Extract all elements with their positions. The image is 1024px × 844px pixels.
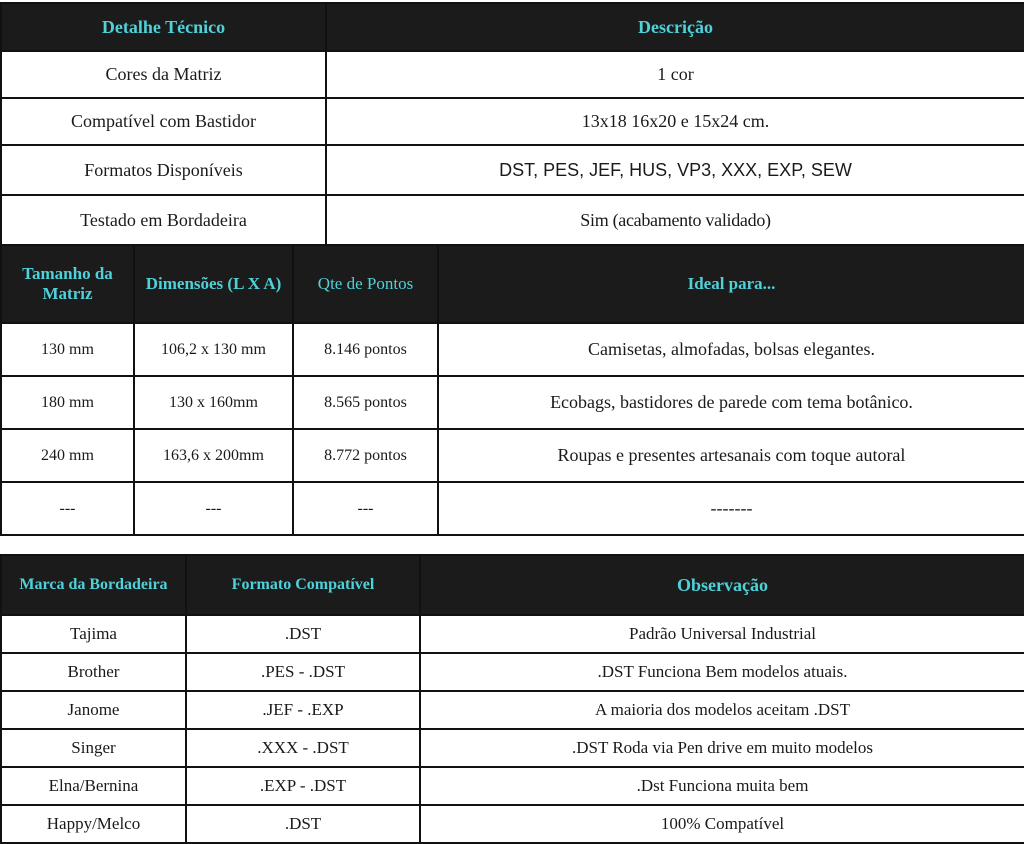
table-cell: Cores da Matriz	[1, 51, 326, 98]
table-row	[1, 145, 1024, 195]
header-cell: Detalhe Técnico	[1, 3, 326, 51]
table-cell: Camisetas, almofadas, bolsas elegantes.	[438, 323, 1024, 376]
table-row	[1, 615, 1024, 653]
header-cell: Descrição	[326, 3, 1024, 51]
table-cell: 13x18 16x20 e 15x24 cm.	[326, 98, 1024, 145]
table-cell: Happy/Melco	[1, 805, 186, 843]
table-cell: .DST	[186, 615, 420, 653]
header-cell: Tamanho da Matriz	[1, 245, 134, 323]
table-cell: 240 mm	[1, 429, 134, 482]
table-cell: Elna/Bernina	[1, 767, 186, 805]
table-cell: Roupas e presentes artesanais com toque autoral	[438, 429, 1024, 482]
table-cell: .EXP - .DST	[186, 767, 420, 805]
table-cell: Tajima	[1, 615, 186, 653]
table-cell: A maioria dos modelos aceitam .DST	[420, 691, 1024, 729]
header-cell: Ideal para...	[438, 245, 1024, 323]
table-row	[1, 767, 1024, 805]
table-cell: 100% Compatível	[420, 805, 1024, 843]
table-cell: .DST	[186, 805, 420, 843]
table-cell: Formatos Disponíveis	[1, 145, 326, 195]
table-header-row	[1, 3, 1024, 51]
tech-details-table	[0, 2, 1024, 246]
table-cell: ---	[1, 482, 134, 535]
table-row	[1, 429, 1024, 482]
table-cell: 130 x 160mm	[134, 376, 293, 429]
table-row	[1, 805, 1024, 843]
table-row	[1, 98, 1024, 145]
header-cell: Formato Compatível	[186, 555, 420, 615]
table-cell: .PES - .DST	[186, 653, 420, 691]
table-cell: 130 mm	[1, 323, 134, 376]
table-cell: .DST Funciona Bem modelos atuais.	[420, 653, 1024, 691]
table-cell: Ecobags, bastidores de parede com tema botânico.	[438, 376, 1024, 429]
table-cell: Janome	[1, 691, 186, 729]
table-row	[1, 376, 1024, 429]
table-cell: 1 cor	[326, 51, 1024, 98]
header-cell: Marca da Bordadeira	[1, 555, 186, 615]
table-cell: -------	[438, 482, 1024, 535]
table-cell: Testado em Bordadeira	[1, 195, 326, 245]
table-cell: 8.772 pontos	[293, 429, 438, 482]
table-cell: .Dst Funciona muita bem	[420, 767, 1024, 805]
table-cell: Sim (acabamento validado)	[326, 195, 1024, 245]
table-row	[1, 691, 1024, 729]
table-row	[1, 653, 1024, 691]
table-header-row	[1, 555, 1024, 615]
table-cell: .XXX - .DST	[186, 729, 420, 767]
table-cell: Padrão Universal Industrial	[420, 615, 1024, 653]
table-row	[1, 482, 1024, 535]
table-cell: ---	[134, 482, 293, 535]
table-cell: .JEF - .EXP	[186, 691, 420, 729]
matrix-size-table	[0, 244, 1024, 536]
header-cell: Dimensões (L X A)	[134, 245, 293, 323]
table-cell: Singer	[1, 729, 186, 767]
table-cell: ---	[293, 482, 438, 535]
table-row	[1, 729, 1024, 767]
table-cell: Compatível com Bastidor	[1, 98, 326, 145]
table-row	[1, 195, 1024, 245]
table-cell: .DST Roda via Pen drive em muito modelos	[420, 729, 1024, 767]
table-cell: DST, PES, JEF, HUS, VP3, XXX, EXP, SEW	[326, 145, 1024, 195]
table-cell: 106,2 x 130 mm	[134, 323, 293, 376]
header-cell: Observação	[420, 555, 1024, 615]
table-cell: 8.565 pontos	[293, 376, 438, 429]
table-header-row	[1, 245, 1024, 323]
table-row	[1, 323, 1024, 376]
header-cell: Qte de Pontos	[293, 245, 438, 323]
brand-compatibility-table	[0, 554, 1024, 844]
table-cell: 163,6 x 200mm	[134, 429, 293, 482]
table-cell: 8.146 pontos	[293, 323, 438, 376]
table-cell: 180 mm	[1, 376, 134, 429]
table-row	[1, 51, 1024, 98]
table-cell: Brother	[1, 653, 186, 691]
